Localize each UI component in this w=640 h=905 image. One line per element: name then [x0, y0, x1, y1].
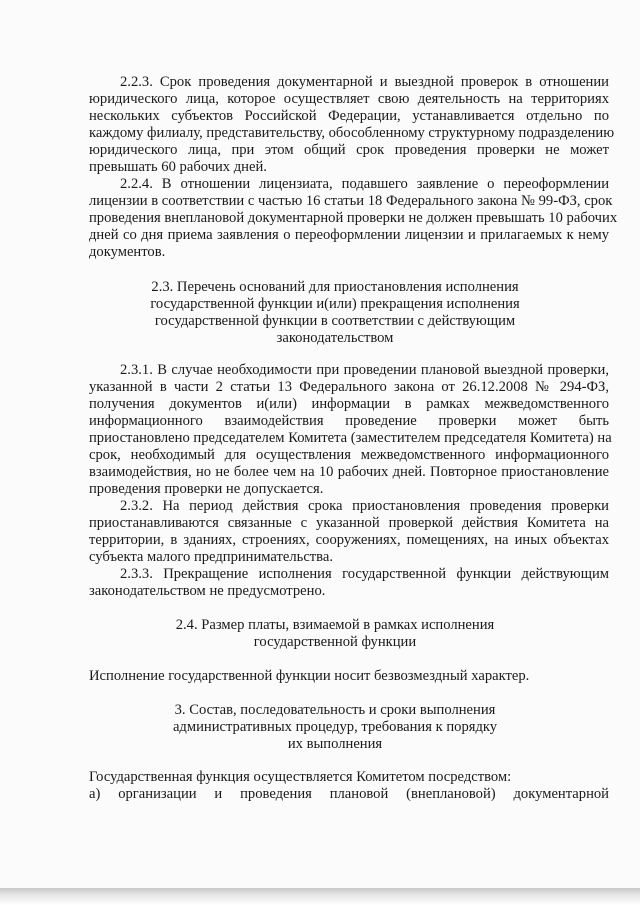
paragraph-2-3-1-line: 2.3.1. В случае необходимости при проведении плановой выездной проверки, [120, 362, 609, 378]
scan-bottom-edge [0, 888, 640, 905]
paragraph-2-2-3-line: каждому филиалу, представительству, обособленному структурному подразделению [89, 125, 615, 141]
section-3-list-item-a: а) организации и проведения плановой (внеплановой) документарной [89, 786, 609, 802]
paragraph-2-3-2-line: субъекта малого предпринимательства. [89, 549, 334, 565]
paragraph-2-2-4-line: документов. [89, 244, 166, 260]
section-3-heading: их выполнения [287, 736, 383, 752]
paragraph-2-2-3-line: юридического лица, при этом общий срок проведения проверки не может [89, 142, 609, 158]
paragraph-2-3-1-line: получения документов и(или) информации в рамках межведомственного [89, 396, 609, 412]
paragraph-2-3-1-line: указанной в части 2 статьи 13 Федерального закона от 26.12.2008 № 294-ФЗ, [89, 379, 609, 395]
paragraph-2-2-4-line: дней со дня приема заявления о переоформлении лицензии и прилагаемых к нему [89, 227, 609, 243]
section-3-heading: 3. Состав, последовательность и сроки выполнения [174, 702, 496, 718]
paragraph-2-2-4-line: лицензии в соответствии с частью 16 статьи 18 Федерального закона № 99-ФЗ, срок [89, 193, 613, 209]
section-2-3-heading: законодательством [276, 330, 394, 346]
paragraph-2-3-2-line: 2.3.2. На период действия срока приостановления проведения проверки [120, 498, 609, 514]
section-2-3-heading: государственной функции в соответствии с действующим [154, 313, 516, 329]
paragraph-2-2-3-line: юридического лица, которое осуществляет свою деятельность на территориях [89, 91, 609, 107]
section-2-4-heading: государственной функции [253, 634, 417, 650]
paragraph-2-3-1-line: информационного взаимодействия проведение проверки может быть [89, 413, 609, 429]
section-2-4-heading: 2.4. Размер платы, взимаемой в рамках исполнения [175, 617, 495, 633]
paragraph-2-3-1-line: взаимодействия, но не более чем на 10 рабочих дней. Повторное приостановление [89, 464, 609, 480]
section-2-3-heading: государственной функции и(или) прекращения исполнения [150, 296, 520, 312]
paragraph-2-3-1-line: срок, необходимый для осуществления межведомственного информационного [89, 447, 609, 463]
section-2-3-heading: 2.3. Перечень оснований для приостановления исполнения [151, 279, 519, 295]
paragraph-2-2-4-line: проведения внеплановой документарной проверки не должен превышать 10 рабочих [89, 210, 618, 226]
paragraph-2-3-2-line: территории, в зданиях, строениях, сооружениях, помещениях, на иных объектах [89, 532, 609, 548]
paragraph-2-3-3-line: 2.3.3. Прекращение исполнения государственной функции действующим [120, 566, 609, 582]
section-3-paragraph: Государственная функция осуществляется Комитетом посредством: [89, 769, 512, 785]
paragraph-2-2-3-line: превышать 60 рабочих дней. [89, 159, 267, 175]
paragraph-2-2-3-line: 2.2.3. Срок проведения документарной и выездной проверок в отношении [120, 74, 609, 90]
paragraph-2-3-1-line: приостановлено председателем Комитета (заместителем председателя Комитета) на [89, 430, 612, 446]
paragraph-2-3-1-line: проведения проверки не допускается. [89, 481, 324, 497]
paragraph-2-2-3-line: нескольких субъектов Российской Федерации, устанавливается отдельно по [89, 108, 609, 124]
paragraph-2-4-text: Исполнение государственной функции носит безвозмездный характер. [89, 668, 530, 684]
paragraph-2-2-4-line: 2.2.4. В отношении лицензиата, подавшего заявление о переоформлении [120, 176, 609, 192]
paragraph-2-3-3-line: законодательством не предусмотрено. [89, 583, 326, 599]
section-3-heading: административных процедур, требования к порядку [172, 719, 498, 735]
paragraph-2-3-2-line: приостанавливаются связанные с указанной проверкой действия Комитета на [89, 515, 609, 531]
